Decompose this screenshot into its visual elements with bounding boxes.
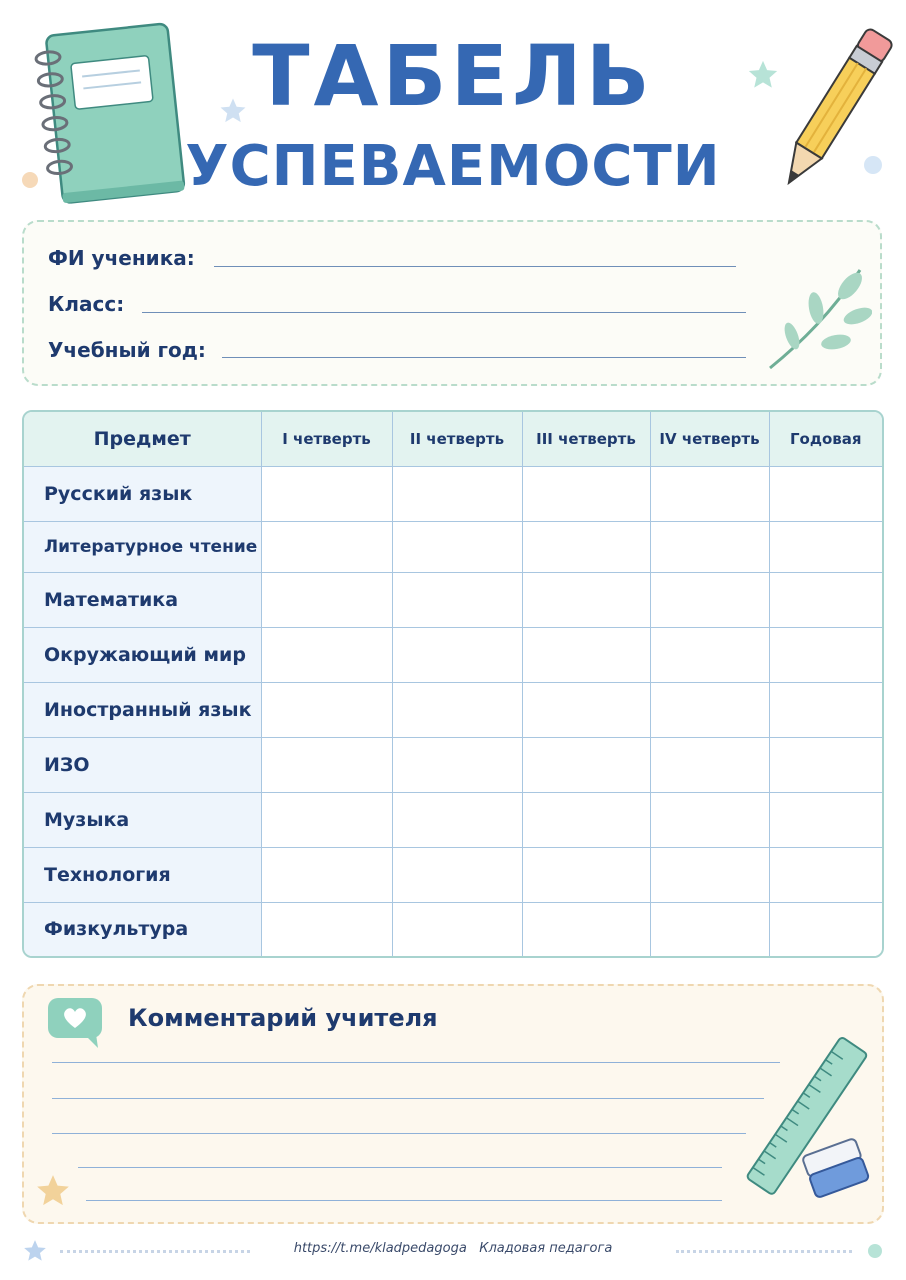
heart-speech-bubble-icon <box>46 996 106 1050</box>
grade-cell[interactable] <box>769 572 882 627</box>
grade-cell[interactable] <box>522 847 650 902</box>
grade-cell[interactable] <box>650 572 769 627</box>
grade-cell[interactable] <box>261 737 392 792</box>
grade-cell[interactable] <box>650 627 769 682</box>
footer-brand: Кладовая педагога <box>479 1241 613 1256</box>
table-row <box>24 902 882 956</box>
grade-cell[interactable] <box>522 522 650 573</box>
student-name-label: ФИ ученика: <box>48 246 195 270</box>
grade-cell[interactable] <box>392 572 522 627</box>
table-header-row <box>24 412 882 467</box>
grade-cell[interactable] <box>261 847 392 902</box>
grade-cell[interactable] <box>392 847 522 902</box>
grade-cell[interactable] <box>522 682 650 737</box>
page-title: ТАБЕЛЬ <box>252 27 654 125</box>
table-row <box>24 792 882 847</box>
header-quarter-3: III четверть <box>522 412 650 467</box>
grade-cell[interactable] <box>522 572 650 627</box>
student-name-field[interactable] <box>214 266 736 267</box>
grade-cell[interactable] <box>392 792 522 847</box>
grade-cell[interactable] <box>650 467 769 522</box>
subject-label: ИЗО <box>24 737 261 792</box>
grade-cell[interactable] <box>261 792 392 847</box>
grades-table <box>22 410 884 958</box>
header-quarter-4: IV четверть <box>650 412 769 467</box>
grade-cell[interactable] <box>769 627 882 682</box>
grade-cell[interactable] <box>769 902 882 956</box>
footer <box>0 1241 906 1256</box>
subject-label: Русский язык <box>24 467 261 522</box>
grade-cell[interactable] <box>522 792 650 847</box>
grade-cell[interactable] <box>769 792 882 847</box>
table-row <box>24 467 882 522</box>
grade-cell[interactable] <box>650 682 769 737</box>
student-info-box <box>22 220 882 386</box>
grade-cell[interactable] <box>261 902 392 956</box>
eraser-icon <box>798 1134 874 1204</box>
grade-cell[interactable] <box>261 522 392 573</box>
table-row <box>24 627 882 682</box>
grade-cell[interactable] <box>522 737 650 792</box>
comment-line[interactable] <box>52 1062 780 1063</box>
grade-cell[interactable] <box>392 467 522 522</box>
grade-cell[interactable] <box>261 682 392 737</box>
header-annual: Годовая <box>769 412 882 467</box>
subject-label: Музыка <box>24 792 261 847</box>
table-row <box>24 847 882 902</box>
grade-cell[interactable] <box>261 572 392 627</box>
grade-cell[interactable] <box>769 737 882 792</box>
grade-cell[interactable] <box>769 467 882 522</box>
subject-label: Литературное чтение <box>24 522 261 573</box>
grade-cell[interactable] <box>769 682 882 737</box>
grade-cell[interactable] <box>392 627 522 682</box>
page-subtitle: УСПЕВАЕМОСТИ <box>185 134 721 199</box>
school-year-field[interactable] <box>222 357 746 358</box>
grade-cell[interactable] <box>650 847 769 902</box>
comment-line[interactable] <box>86 1200 722 1201</box>
subject-label: Физкультура <box>24 902 261 956</box>
header-quarter-2: II четверть <box>392 412 522 467</box>
grade-cell[interactable] <box>769 847 882 902</box>
grade-cell[interactable] <box>650 522 769 573</box>
table-row <box>24 737 882 792</box>
comment-line[interactable] <box>52 1133 746 1134</box>
grade-cell[interactable] <box>769 522 882 573</box>
grade-cell[interactable] <box>392 902 522 956</box>
table-row <box>24 682 882 737</box>
grade-cell[interactable] <box>650 737 769 792</box>
footer-link[interactable]: https://t.me/kladpedagoga <box>293 1241 467 1256</box>
subject-label: Технология <box>24 847 261 902</box>
header-subject: Предмет <box>24 412 261 467</box>
subject-label: Математика <box>24 572 261 627</box>
leaf-branch-icon <box>762 262 872 374</box>
star-icon <box>34 1172 72 1210</box>
header-quarter-1: I четверть <box>261 412 392 467</box>
table-row <box>24 522 882 573</box>
grade-cell[interactable] <box>392 737 522 792</box>
grade-cell[interactable] <box>392 682 522 737</box>
teacher-comment-title: Комментарий учителя <box>128 1004 438 1032</box>
subject-label: Иностранный язык <box>24 682 261 737</box>
grade-cell[interactable] <box>522 902 650 956</box>
grade-cell[interactable] <box>522 627 650 682</box>
class-field[interactable] <box>142 312 746 313</box>
grade-cell[interactable] <box>261 627 392 682</box>
grade-cell[interactable] <box>522 467 650 522</box>
comment-line[interactable] <box>78 1167 722 1168</box>
comment-line[interactable] <box>52 1098 764 1099</box>
grade-cell[interactable] <box>650 792 769 847</box>
grade-cell[interactable] <box>392 522 522 573</box>
school-year-label: Учебный год: <box>48 338 206 362</box>
table-row <box>24 572 882 627</box>
grade-cell[interactable] <box>261 467 392 522</box>
class-label: Класс: <box>48 292 125 316</box>
subject-label: Окружающий мир <box>24 627 261 682</box>
grade-cell[interactable] <box>650 902 769 956</box>
